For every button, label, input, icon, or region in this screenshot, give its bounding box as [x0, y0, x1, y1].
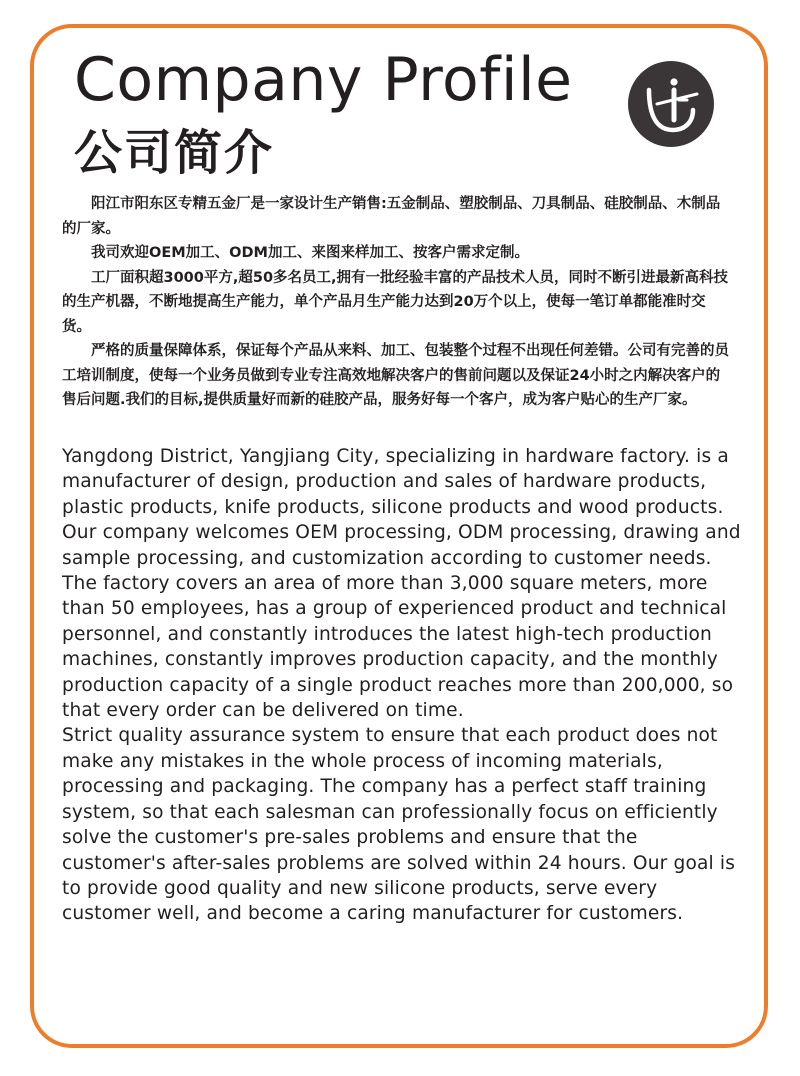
- chinese-paragraph: 严格的质量保障体系，保证每个产品从来料、加工、包装整个过程不出现任何差错。公司有完善的员工培训制度，使每一个业务员做到专业专注高效地解决客户的售前问题以及保证24小时之内解决客户的售后问题.我们的目标,提供质量好而新的硅胶产品，服务好每一个客户，成为客户贴心的生产厂家。: [62, 343, 729, 408]
- title-english: Company Profile: [74, 45, 573, 115]
- chinese-paragraph: 阳江市阳东区专精五金厂是一家设计生产销售:五金制品、塑胶制品、刀具制品、硅胶制品、木制品的厂家。: [62, 196, 721, 237]
- english-paragraph: Yangdong District, Yangjiang City, specializing in hardware factory. is a manufacturer of design, production and sales of hardware products, plastic products, knife products, silicone products and wood products.: [62, 446, 729, 518]
- english-paragraph: Strict quality assurance system to ensure that each product does not make any mistakes in the whole process of incoming materials, processing and packaging. The company has a perfect staff training system, so that each salesman can professionally focus on efficiently solve the customer's pre-sales problems and ensure that the customer's after-sales problems are solved within 24 hours. Our goal is to provide good quality and new silicone products, serve every customer well, and become a caring manufacturer for customers.: [62, 725, 736, 925]
- company-logo-icon: [627, 60, 715, 148]
- english-paragraph: The factory covers an area of more than 3,000 square meters, more than 50 employees, has a group of experienced product and technical personnel, and constantly introduces the latest high-tech production machines, constantly improves production capacity, and the monthly production capacity of a single product reaches more than 200,000, so that every order can be delivered on time.: [62, 573, 734, 722]
- title-chinese: 公司简介: [74, 125, 275, 181]
- chinese-paragraph: 工厂面积超3000平方,超50多名员工,拥有一批经验丰富的产品技术人员，同时不断引进最新高科技的生产机器，不断地提高生产能力，单个产品月生产能力达到20万个以上，使每一笔订单都能准时交货。: [62, 269, 729, 335]
- chinese-description: [62, 192, 734, 413]
- chinese-paragraph: 我司欢迎OEM加工、ODM加工、来图来样加工、按客户需求定制。: [91, 245, 529, 261]
- english-description: [62, 444, 742, 927]
- english-paragraph: Our company welcomes OEM processing, ODM processing, drawing and sample processing, and customization according to customer needs.: [62, 522, 741, 569]
